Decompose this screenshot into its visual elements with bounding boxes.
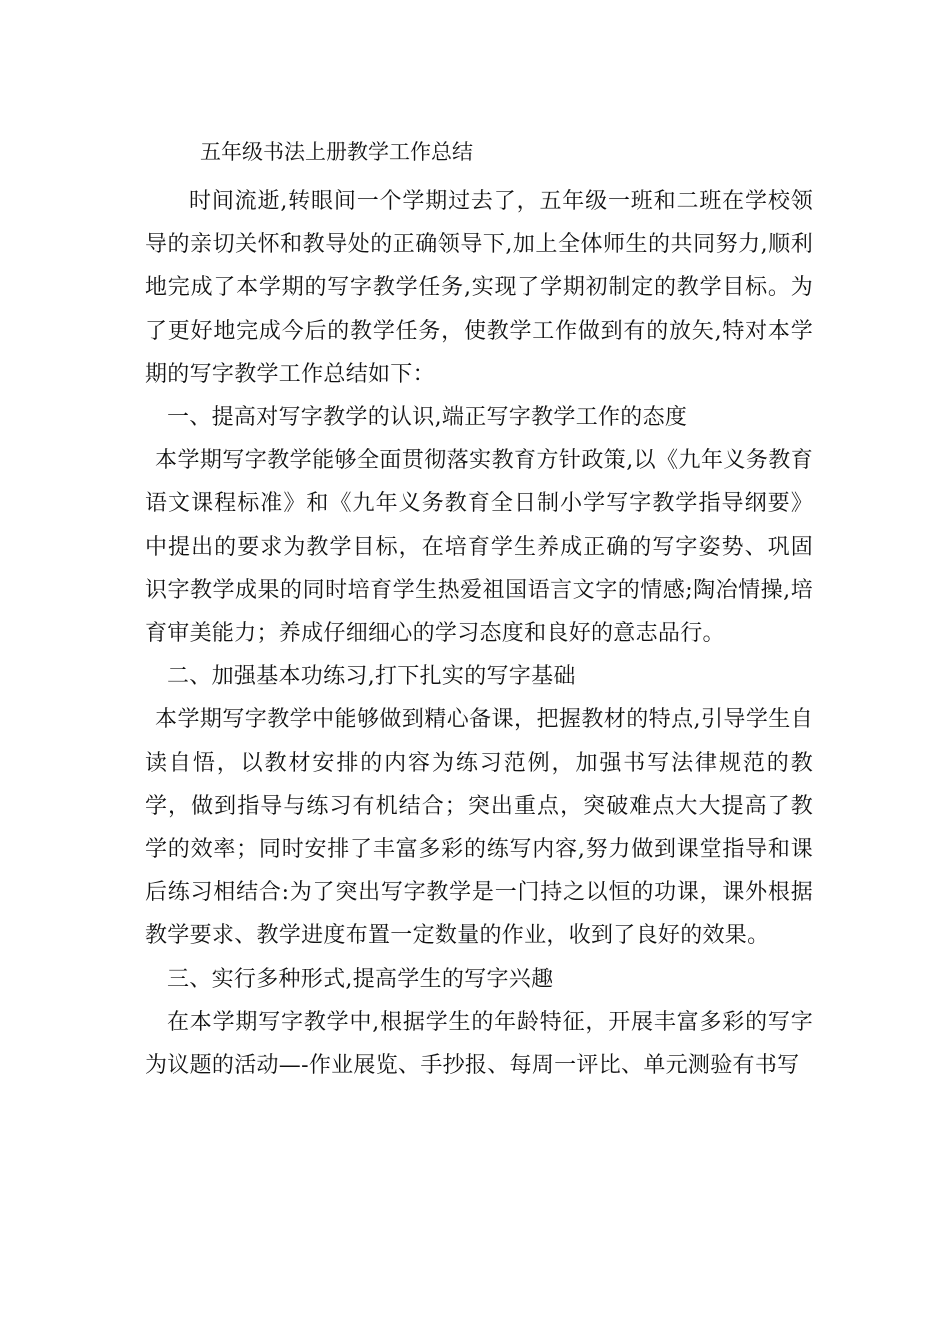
paragraph-intro: 时间流逝,转眼间一个学期过去了，五年级一班和二班在学校领导的亲切关怀和教导处的正确领导下,加上全体师生的共同努力,顺利地完成了本学期的写字教学任务,实现了学期初制定的教学目标。为了更好地完成今后的教学任务，使教学工作做到有的放矢,特对本学期的写字教学工作总结如下： — [145, 189, 813, 387]
paragraph-section-3: 在本学期写字教学中,根据学生的年龄特征，开展丰富多彩的写字为议题的活动—-作业展览、手抄报、每周一评比、单元测验有书写 — [145, 1009, 813, 1079]
section-heading-2: 二、加强基本功练习,打下扎实的写字基础 — [167, 664, 576, 690]
section-heading-1: 一、提高对写字教学的认识,端正写字教学工作的态度 — [167, 405, 688, 431]
paragraph-section-1: 本学期写字教学能够全面贯彻落实教育方针政策,以《九年义务教育语文课程标准》和《九年义务教育全日制小学写字教学指导纲要》中提出的要求为教学目标，在培育学生养成正确的写字姿势、巩固识字教学成果的同时培育学生热爱祖国语言文字的情感;陶冶情操,培育审美能力；养成仔细细心的学习态度和良好的意志品行。 — [145, 448, 813, 647]
document-body — [145, 180, 813, 1087]
section-heading-3: 三、实行多种形式,提高学生的写字兴趣 — [167, 966, 554, 992]
document-title: 五年级书法上册教学工作总结 — [200, 140, 473, 164]
paragraph-section-2: 本学期写字教学中能够做到精心备课，把握教材的特点,引导学生自读自悟，以教材安排的内容为练习范例，加强书写法律规范的教学，做到指导与练习有机结合；突出重点，突破难点大大提高了教学的效率；同时安排了丰富多彩的练写内容,努力做到课堂指导和课后练习相结合:为了突出写字教学是一门持之以恒的功课，课外根据教学要求、教学进度布置一定数量的作业，收到了良好的效果。 — [145, 707, 813, 949]
